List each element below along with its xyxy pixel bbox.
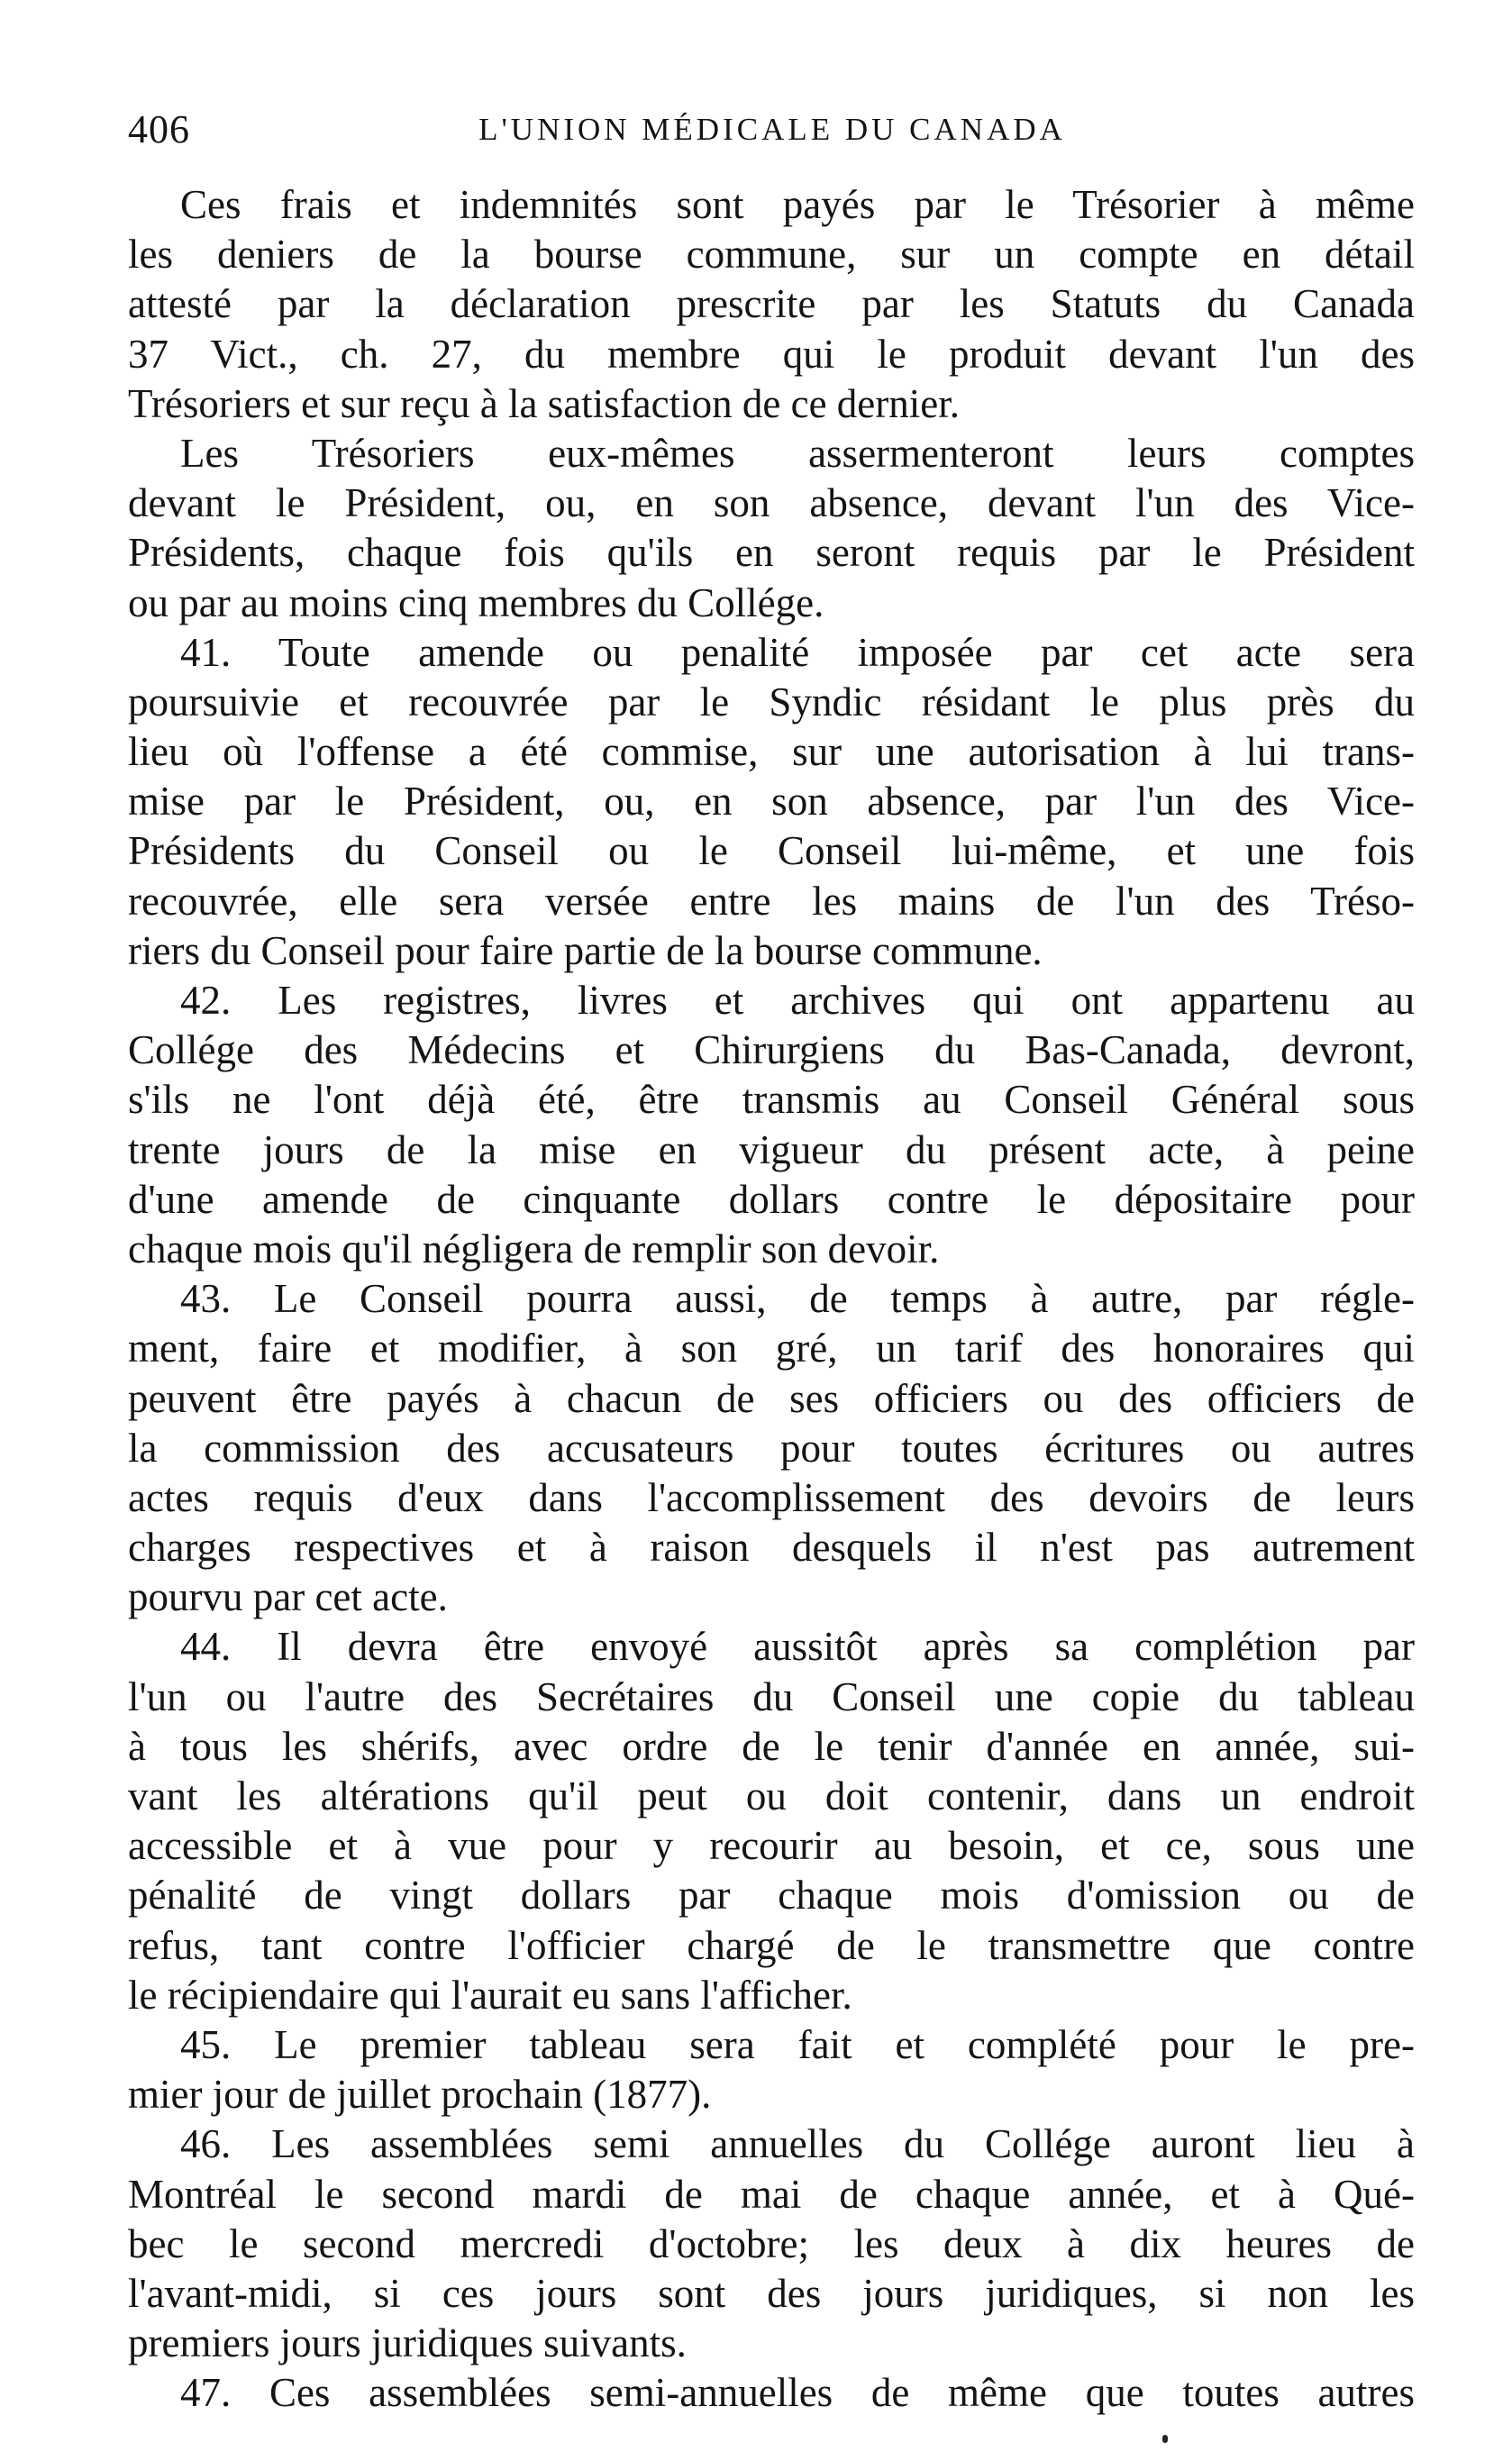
text-line: accessible et à vue pour y recourir au besoin, et ce, sous une (128, 1823, 1415, 1869)
text-line: 45. Le premier tableau sera fait et complété pour le pre- (180, 2021, 1415, 2067)
text-line: Les Trésoriers eux-mêmes assermenteront leurs comptes (180, 430, 1415, 476)
text-line: à tous les shérifs, avec ordre de le tenir d'année en année, sui- (128, 1723, 1415, 1769)
text-line: peuvent être payés à chacun de ses officiers ou des officiers de (128, 1375, 1415, 1421)
text-line: Présidents du Conseil ou le Conseil lui-même, et une fois (128, 828, 1415, 874)
text-line: d'une amende de cinquante dollars contre le dépositaire pour (128, 1176, 1415, 1222)
text-line: ou par au moins cinq membres du Collége. (128, 579, 824, 625)
text-line: trente jours de la mise en vigueur du présent acte, à peine (128, 1126, 1415, 1172)
running-head (128, 106, 1416, 160)
text-line: vant les altérations qu'il peut ou doit contenir, dans un endroit (128, 1773, 1415, 1818)
text-line: refus, tant contre l'officier chargé de le transmettre que contre (128, 1922, 1415, 1968)
page-number: 406 (128, 107, 190, 151)
text-line: 44. Il devra être envoyé aussitôt après sa complétion par (180, 1624, 1415, 1670)
text-line: ment, faire et modifier, à son gré, un tarif des honoraires qui (128, 1326, 1415, 1372)
text-line: 47. Ces assemblées semi-annuelles de même que toutes autres (180, 2370, 1415, 2416)
text-line: 41. Toute amende ou penalité imposée par cet acte sera (180, 629, 1415, 675)
text-line: recouvrée, elle sera versée entre les mains de l'un des Tréso- (128, 878, 1415, 924)
text-line: charges respectives et à raison desquels il n'est pas autrement (128, 1525, 1415, 1571)
text-line: les deniers de la bourse commune, sur un compte en détail (128, 232, 1415, 278)
text-line: bec le second mercredi d'octobre; les deux à dix heures de (128, 2220, 1415, 2266)
journal-title: L'UNION MÉDICALE DU CANADA (478, 112, 1066, 147)
text-line: la commission des accusateurs pour toutes écritures ou autres (128, 1425, 1415, 1471)
text-line: 46. Les assemblées semi annuelles du Collége auront lieu à (180, 2121, 1415, 2167)
text-line: l'un ou l'autre des Secrétaires du Conseil une copie du tableau (128, 1673, 1415, 1719)
body-text (128, 180, 1415, 2418)
text-line: premiers jours juridiques suivants. (128, 2320, 687, 2366)
text-line: l'avant-midi, si ces jours sont des jours juridiques, si non les (128, 2270, 1415, 2316)
text-line: Montréal le second mardi de mai de chaque année, et à Qué- (128, 2171, 1415, 2217)
text-line: poursuivie et recouvrée par le Syndic résidant le plus près du (128, 679, 1415, 725)
ink-speck (1162, 2435, 1168, 2443)
text-line: s'ils ne l'ont déjà été, être transmis au Conseil Général sous (128, 1077, 1415, 1123)
text-line: 42. Les registres, livres et archives qui ont appartenu au (180, 978, 1415, 1023)
text-line: pourvu par cet acte. (128, 1574, 448, 1620)
text-line: 43. Le Conseil pourra aussi, de temps à autre, par régle- (180, 1276, 1415, 1322)
text-line: Présidents, chaque fois qu'ils en seront requis par le Président (128, 530, 1415, 576)
text-line: Ces frais et indemnités sont payés par le Trésorier à même (180, 182, 1415, 227)
text-line: le récipiendaire qui l'aurait eu sans l'afficher. (128, 1972, 852, 2018)
text-line: 37 Vict., ch. 27, du membre qui le produit devant l'un des (128, 331, 1415, 377)
text-line: lieu où l'offense a été commise, sur une autorisation à lui trans- (128, 729, 1415, 775)
text-line: riers du Conseil pour faire partie de la bourse commune. (128, 927, 1043, 973)
text-line: chaque mois qu'il négligera de remplir son devoir. (128, 1226, 940, 1272)
text-line: mier jour de juillet prochain (1877). (128, 2072, 712, 2118)
text-line: actes requis d'eux dans l'accomplissement des devoirs de leurs (128, 1474, 1415, 1520)
text-line: devant le Président, ou, en son absence, devant l'un des Vice- (128, 480, 1415, 526)
text-line: pénalité de vingt dollars par chaque mois d'omission ou de (128, 1873, 1415, 1919)
text-line: Collége des Médecins et Chirurgiens du Bas-Canada, devront, (128, 1027, 1415, 1073)
text-line: Trésoriers et sur reçu à la satisfaction de ce dernier. (128, 380, 960, 426)
text-line: attesté par la déclaration prescrite par les Statuts du Canada (128, 281, 1415, 327)
text-line: mise par le Président, ou, en son absence, par l'un des Vice- (128, 779, 1415, 825)
